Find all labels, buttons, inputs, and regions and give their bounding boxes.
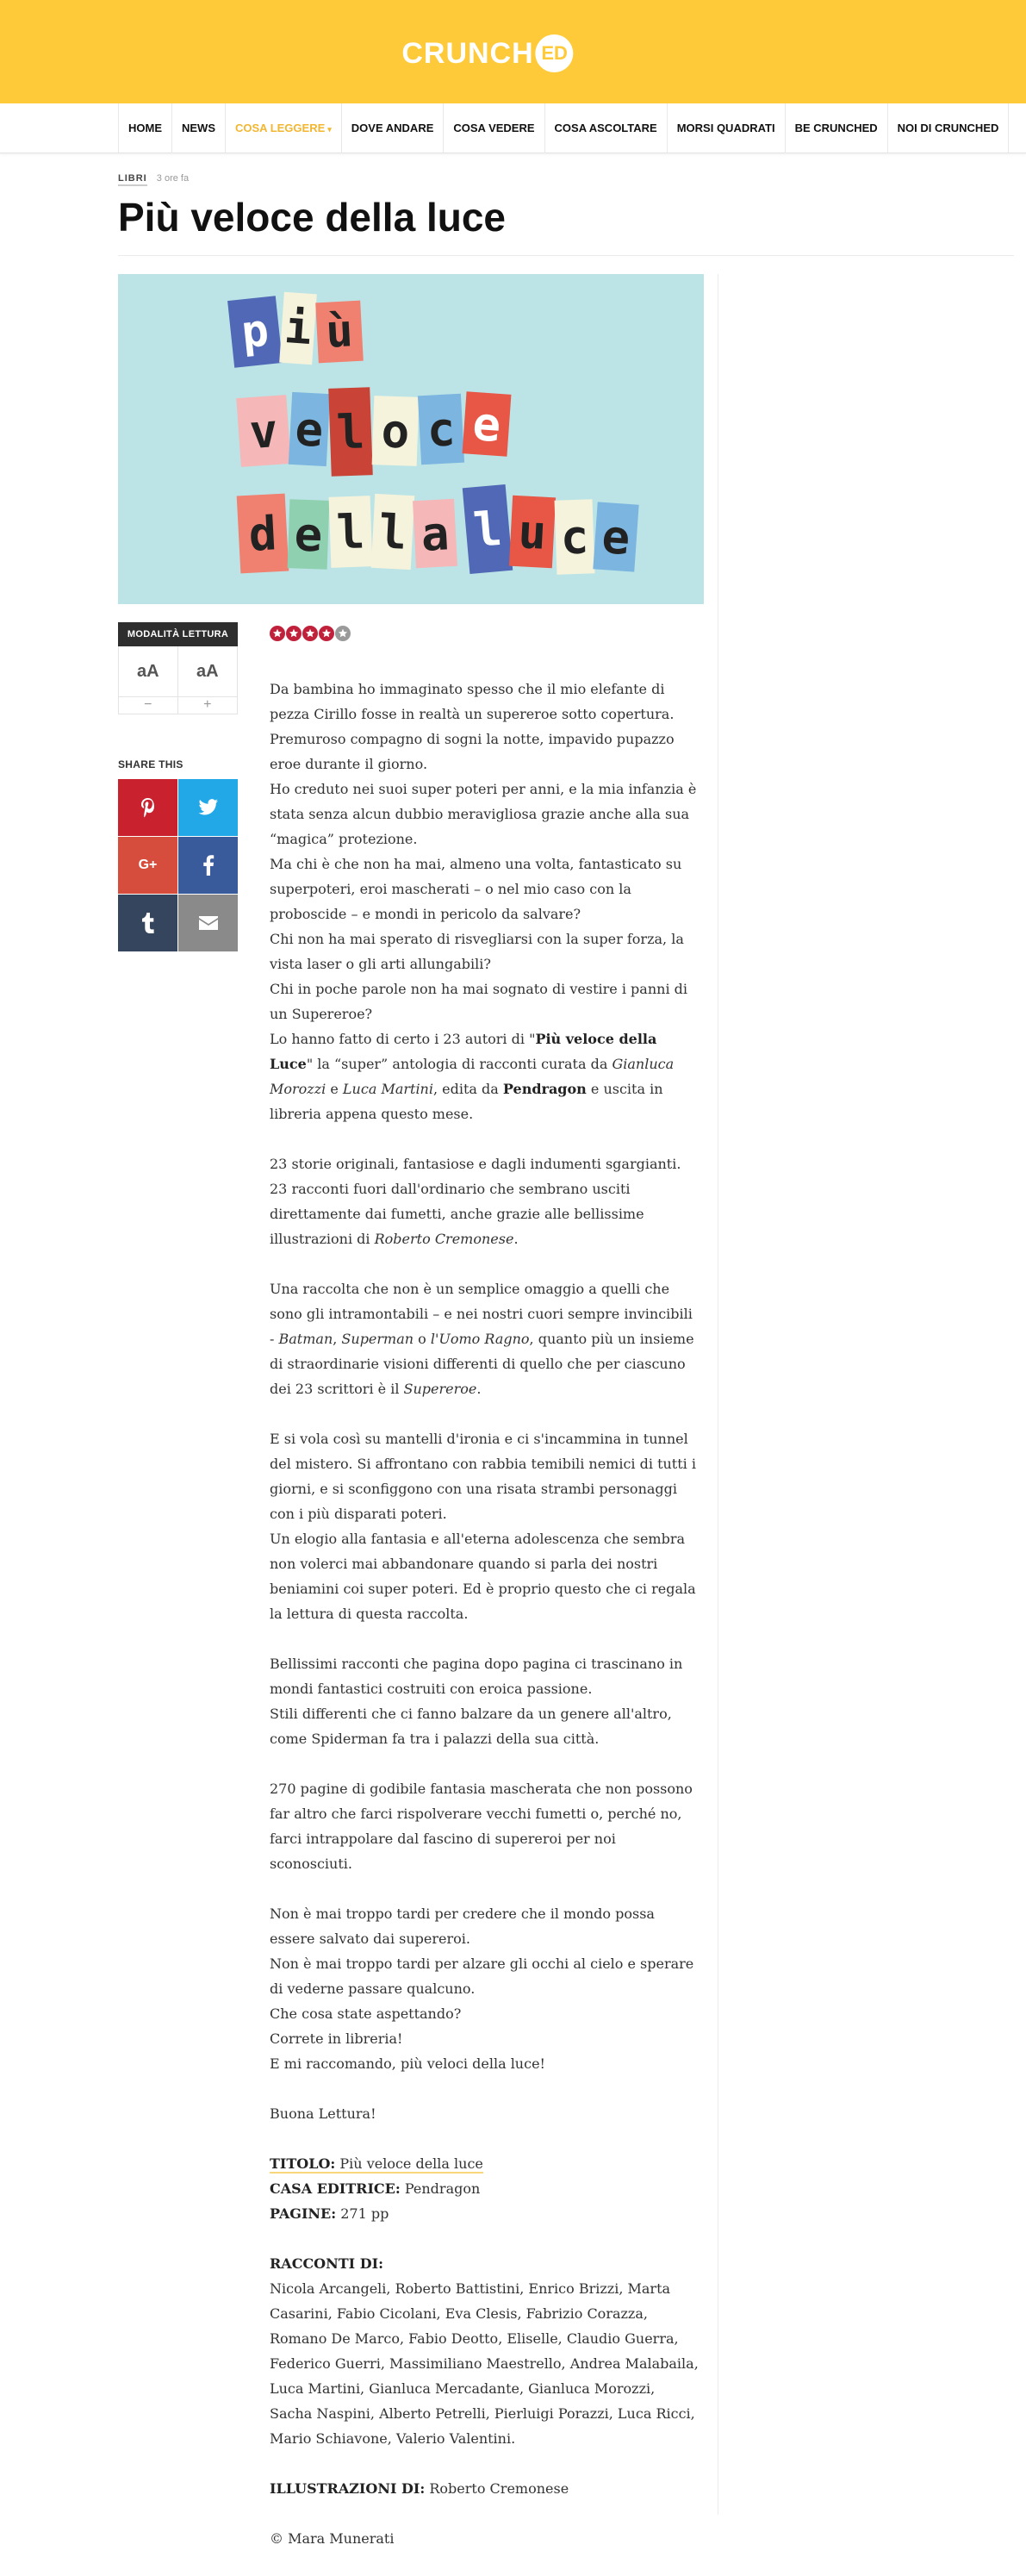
body-text: Ma chi è che non ha mai, almeno una volta, fantasticato su superpoteri, eroi mascherati – o nel mio caso con la proboscide – e mondi in pericolo da salvare?: [270, 856, 682, 922]
share-buttons: [118, 779, 238, 951]
body-text: , quanto più un insieme di straordinarie visioni differenti di quello che per ciascuno dei 23 scrittori è il: [270, 1331, 694, 1397]
illustrator-line: [270, 2476, 700, 2501]
body-text: Un elogio alla fantasia e all'eterna adolescenza che sembra non volerci mai abbandonare quando si parla dei nostri beniamini coi super poteri. Ed è proprio questo che ci regala la lettura di questa raccolta.: [270, 1531, 696, 1622]
body-text: Stili differenti che ci fanno balzare da un genere all'altro, come Spiderman fa tra i palazzi della sua città.: [270, 1706, 672, 1747]
hero-tile: o: [372, 396, 420, 466]
body-text: 23 racconti fuori dall'ordinario che sembrano usciti direttamente dai fumetti, anche grazie alle bellissime illustrazioni di: [270, 1181, 644, 1247]
authors-list: [270, 2251, 700, 2451]
paragraph: Buona Lettura!: [270, 2105, 376, 2122]
hero-tile: e: [289, 392, 330, 466]
nav-item-home[interactable]: HOME: [119, 103, 172, 153]
hero-tile: p: [227, 296, 283, 367]
body-text: Chi non ha mai sperato di risvegliarsi con la super forza, la vista laser o gli arti allungabili?: [270, 931, 684, 972]
decrease-font-button[interactable]: [119, 646, 178, 714]
logo-circle: [536, 34, 574, 72]
illustrator-value: Roberto Cremonese: [425, 2480, 569, 2497]
share-facebook-button[interactable]: [178, 837, 238, 894]
body-text: E si vola così su mantelli d'ironia e ci s'incammina in tunnel del mistero. Si affrontano con rabbia temibili nemici di tutti i giorni, e si sconfiggono con una risata strambi personaggi con i più disparati poteri.: [270, 1431, 696, 1522]
nav-item-cosa-ascoltare[interactable]: COSA ASCOLTARE: [545, 103, 668, 153]
plus-icon: +: [178, 696, 238, 714]
info-label-pagine: PAGINE:: [270, 2205, 337, 2222]
hero-image: [118, 274, 704, 604]
body-text: Ho creduto nei suoi super poteri per anni, e la mia infanzia è stata senza alcun dubbio meravigliosa grazie anche alla sua “magica” protezione.: [270, 781, 697, 847]
tumblr-icon: [142, 913, 154, 933]
nav-item-cosa-leggere[interactable]: [226, 103, 342, 153]
body-text: ,: [333, 1331, 342, 1347]
hero-tile: e: [593, 502, 638, 571]
hero-tile: l: [371, 494, 414, 570]
chevron-down-icon: ▾: [327, 125, 332, 134]
rating-star-empty-icon: [335, 626, 351, 641]
minus-icon: −: [119, 696, 177, 714]
main-nav: [0, 103, 1026, 153]
pinterest-icon: [140, 797, 157, 818]
hero-name: l'Uomo Ragno: [430, 1331, 530, 1347]
body-text: Una raccolta che non è un semplice omaggio a quelli che sono gli intramontabili – e nei nostri cuori sempre invincibili -: [270, 1281, 693, 1347]
info-value-pagine: 271 pp: [336, 2205, 389, 2222]
logo-circle-text: ED: [541, 42, 568, 64]
body-text: Che cosa state aspettando?: [270, 2005, 462, 2022]
email-icon: [199, 916, 218, 930]
site-logo[interactable]: [401, 34, 573, 72]
title-divider: [118, 255, 1014, 256]
rating-star-icon: [302, 626, 318, 641]
page-title: Più veloce della luce: [118, 195, 506, 240]
hero-tile: c: [418, 394, 464, 465]
reading-mode-panel: [118, 622, 238, 714]
hero-tile: i: [279, 292, 317, 365]
post-time: 3 ore fa: [156, 173, 190, 184]
paragraph: [270, 677, 700, 1126]
authors-label: RACCONTI DI:: [270, 2255, 383, 2272]
paragraph: [270, 1901, 700, 2076]
paragraph: [270, 1276, 700, 1401]
body-text: Non è mai troppo tardi per alzare gli occhi al cielo e sperare di vederne passare qualcuno.: [270, 1955, 694, 1997]
paragraph: 270 pagine di godibile fantasia mascherata che non possono far altro che farci rispolverare vecchi fumetti o, perché no, farci intrappolare dal fascino di supereroi per noi sconosciuti.: [270, 1781, 693, 1872]
reading-mode-heading: MODALITÀ LETTURA: [118, 622, 238, 646]
share-google-plus-button[interactable]: [118, 837, 177, 894]
hero-tile: v: [236, 395, 290, 467]
rating-star-icon: [270, 626, 285, 641]
nav-item-cosa-vedere[interactable]: COSA VEDERE: [444, 103, 544, 153]
body-text: Non è mai troppo tardi per credere che il mondo possa essere salvato dai supereroi.: [270, 1905, 655, 1947]
hero-tile: d: [237, 494, 289, 574]
nav-item-dove-andare[interactable]: DOVE ANDARE: [342, 103, 445, 153]
paragraph: [270, 1151, 700, 1251]
nav-item-cosa-leggere-label: COSA LEGGERE: [235, 122, 326, 134]
publisher-name: Pendragon: [502, 1081, 587, 1097]
hero-tile: l: [463, 484, 513, 574]
book-title-bold: Più veloce della Luce: [270, 1031, 657, 1072]
hero-tile: e: [463, 391, 512, 456]
body-text: Da bambina ho immaginato spesso che il mio elefante di pezza Cirillo fosse in realtà un supereroe sotto copertura.: [270, 681, 675, 722]
nav-item-news[interactable]: NEWS: [172, 103, 226, 153]
site-header: [0, 0, 1026, 103]
body-text: Lo hanno fatto di certo i 23 autori di ": [270, 1031, 536, 1047]
paragraph: [270, 1426, 700, 1626]
font-small-label: aA: [136, 662, 159, 681]
illustrator-name: Roberto Cremonese: [374, 1231, 514, 1247]
body-text: Bellissimi racconti che pagina dopo pagina ci trascinano in mondi fantastici costruiti con eroica passione.: [270, 1656, 683, 1697]
rating: [270, 626, 351, 641]
body-text: 23 storie originali, fantasiose e dagli indumenti sgargianti.: [270, 1156, 681, 1172]
body-text: , edita da: [432, 1081, 503, 1097]
body-text: Premuroso compagno di sogni la notte, impavido pupazzo eroe durante il giorno.: [270, 731, 675, 772]
increase-font-button[interactable]: [178, 646, 238, 714]
info-label-casa: CASA EDITRICE:: [270, 2180, 401, 2197]
hero-tile: ù: [315, 301, 364, 364]
book-info: [270, 2151, 700, 2226]
nav-item-morsi-quadrati[interactable]: MORSI QUADRATI: [668, 103, 786, 153]
body-text: e uscita in libreria appena questo mese.: [270, 1081, 663, 1122]
hero-tile: l: [328, 387, 373, 477]
nav-item-be-crunched[interactable]: BE CRUNCHED: [786, 103, 888, 153]
hero-tile: e: [288, 499, 330, 570]
hero-tile: a: [413, 499, 457, 568]
hero-tile: l: [329, 496, 373, 568]
editor-name: Luca Martini: [342, 1081, 433, 1097]
authors-value: Nicola Arcangeli, Roberto Battistini, Enrico Brizzi, Marta Casarini, Fabio Cicolani, Eva Clesis, Fabrizio Corazza, Romano De Marco, Fabio Deotto, Eliselle, Claudio Guerra, Federico Guerri, Massimiliano Maestrello, Andrea Malabaila, Luca Martini, Gianluca Mercadante, Gianluca Morozzi, Sacha Naspini, Alberto Petrelli, Pierluigi Porazzi, Luca Ricci, Mario Schiavone, Valerio Valentini.: [270, 2280, 699, 2447]
article-meta: [118, 173, 189, 184]
body-text: .: [513, 1231, 519, 1247]
body-text: Chi in poche parole non ha mai sognato di vestire i panni di un Supereroe?: [270, 981, 688, 1022]
editor-name: Gianluca Morozzi: [270, 1056, 675, 1097]
hero-tile: u: [509, 496, 556, 569]
logo-text: CRUNCH: [401, 36, 534, 70]
share-title: SHARE THIS: [118, 758, 183, 770]
body-text: e: [326, 1081, 343, 1097]
rating-star-icon: [319, 626, 334, 641]
hero-name: Batman: [278, 1331, 333, 1347]
info-value-casa: Pendragon: [400, 2180, 481, 2197]
info-label-titolo: TITOLO:: [270, 2155, 336, 2172]
paragraph: [270, 1651, 700, 1751]
share-email-button[interactable]: [178, 895, 238, 951]
body-italic: Supereroe: [403, 1381, 477, 1397]
body-text: " la “super” antologia di racconti curata da: [306, 1056, 612, 1072]
font-large-label: aA: [196, 662, 219, 681]
twitter-icon: [198, 799, 219, 816]
body-text: .: [476, 1381, 482, 1397]
body-text: o: [414, 1331, 431, 1347]
share-twitter-button[interactable]: [178, 779, 238, 836]
share-pinterest-button[interactable]: [118, 779, 177, 836]
rating-star-icon: [286, 626, 302, 641]
google-plus-icon: G+: [138, 858, 158, 872]
facebook-icon: [203, 855, 214, 876]
share-tumblr-button[interactable]: [118, 895, 177, 951]
body-text: E mi raccomando, più veloci della luce!: [270, 2055, 545, 2072]
body-text: Correte in libreria!: [270, 2030, 403, 2047]
info-value-titolo[interactable]: Più veloce della luce: [335, 2155, 483, 2172]
nav-item-noi-di-crunched[interactable]: NOI DI CRUNCHED: [888, 103, 1010, 153]
category-link[interactable]: LIBRI: [118, 173, 147, 186]
hero-tile: c: [555, 499, 595, 574]
article-body: [270, 677, 700, 2576]
illustrator-label: ILLUSTRAZIONI DI:: [270, 2480, 426, 2497]
copyright: © Mara Munerati: [270, 2530, 395, 2547]
hero-name: Superman: [341, 1331, 414, 1347]
